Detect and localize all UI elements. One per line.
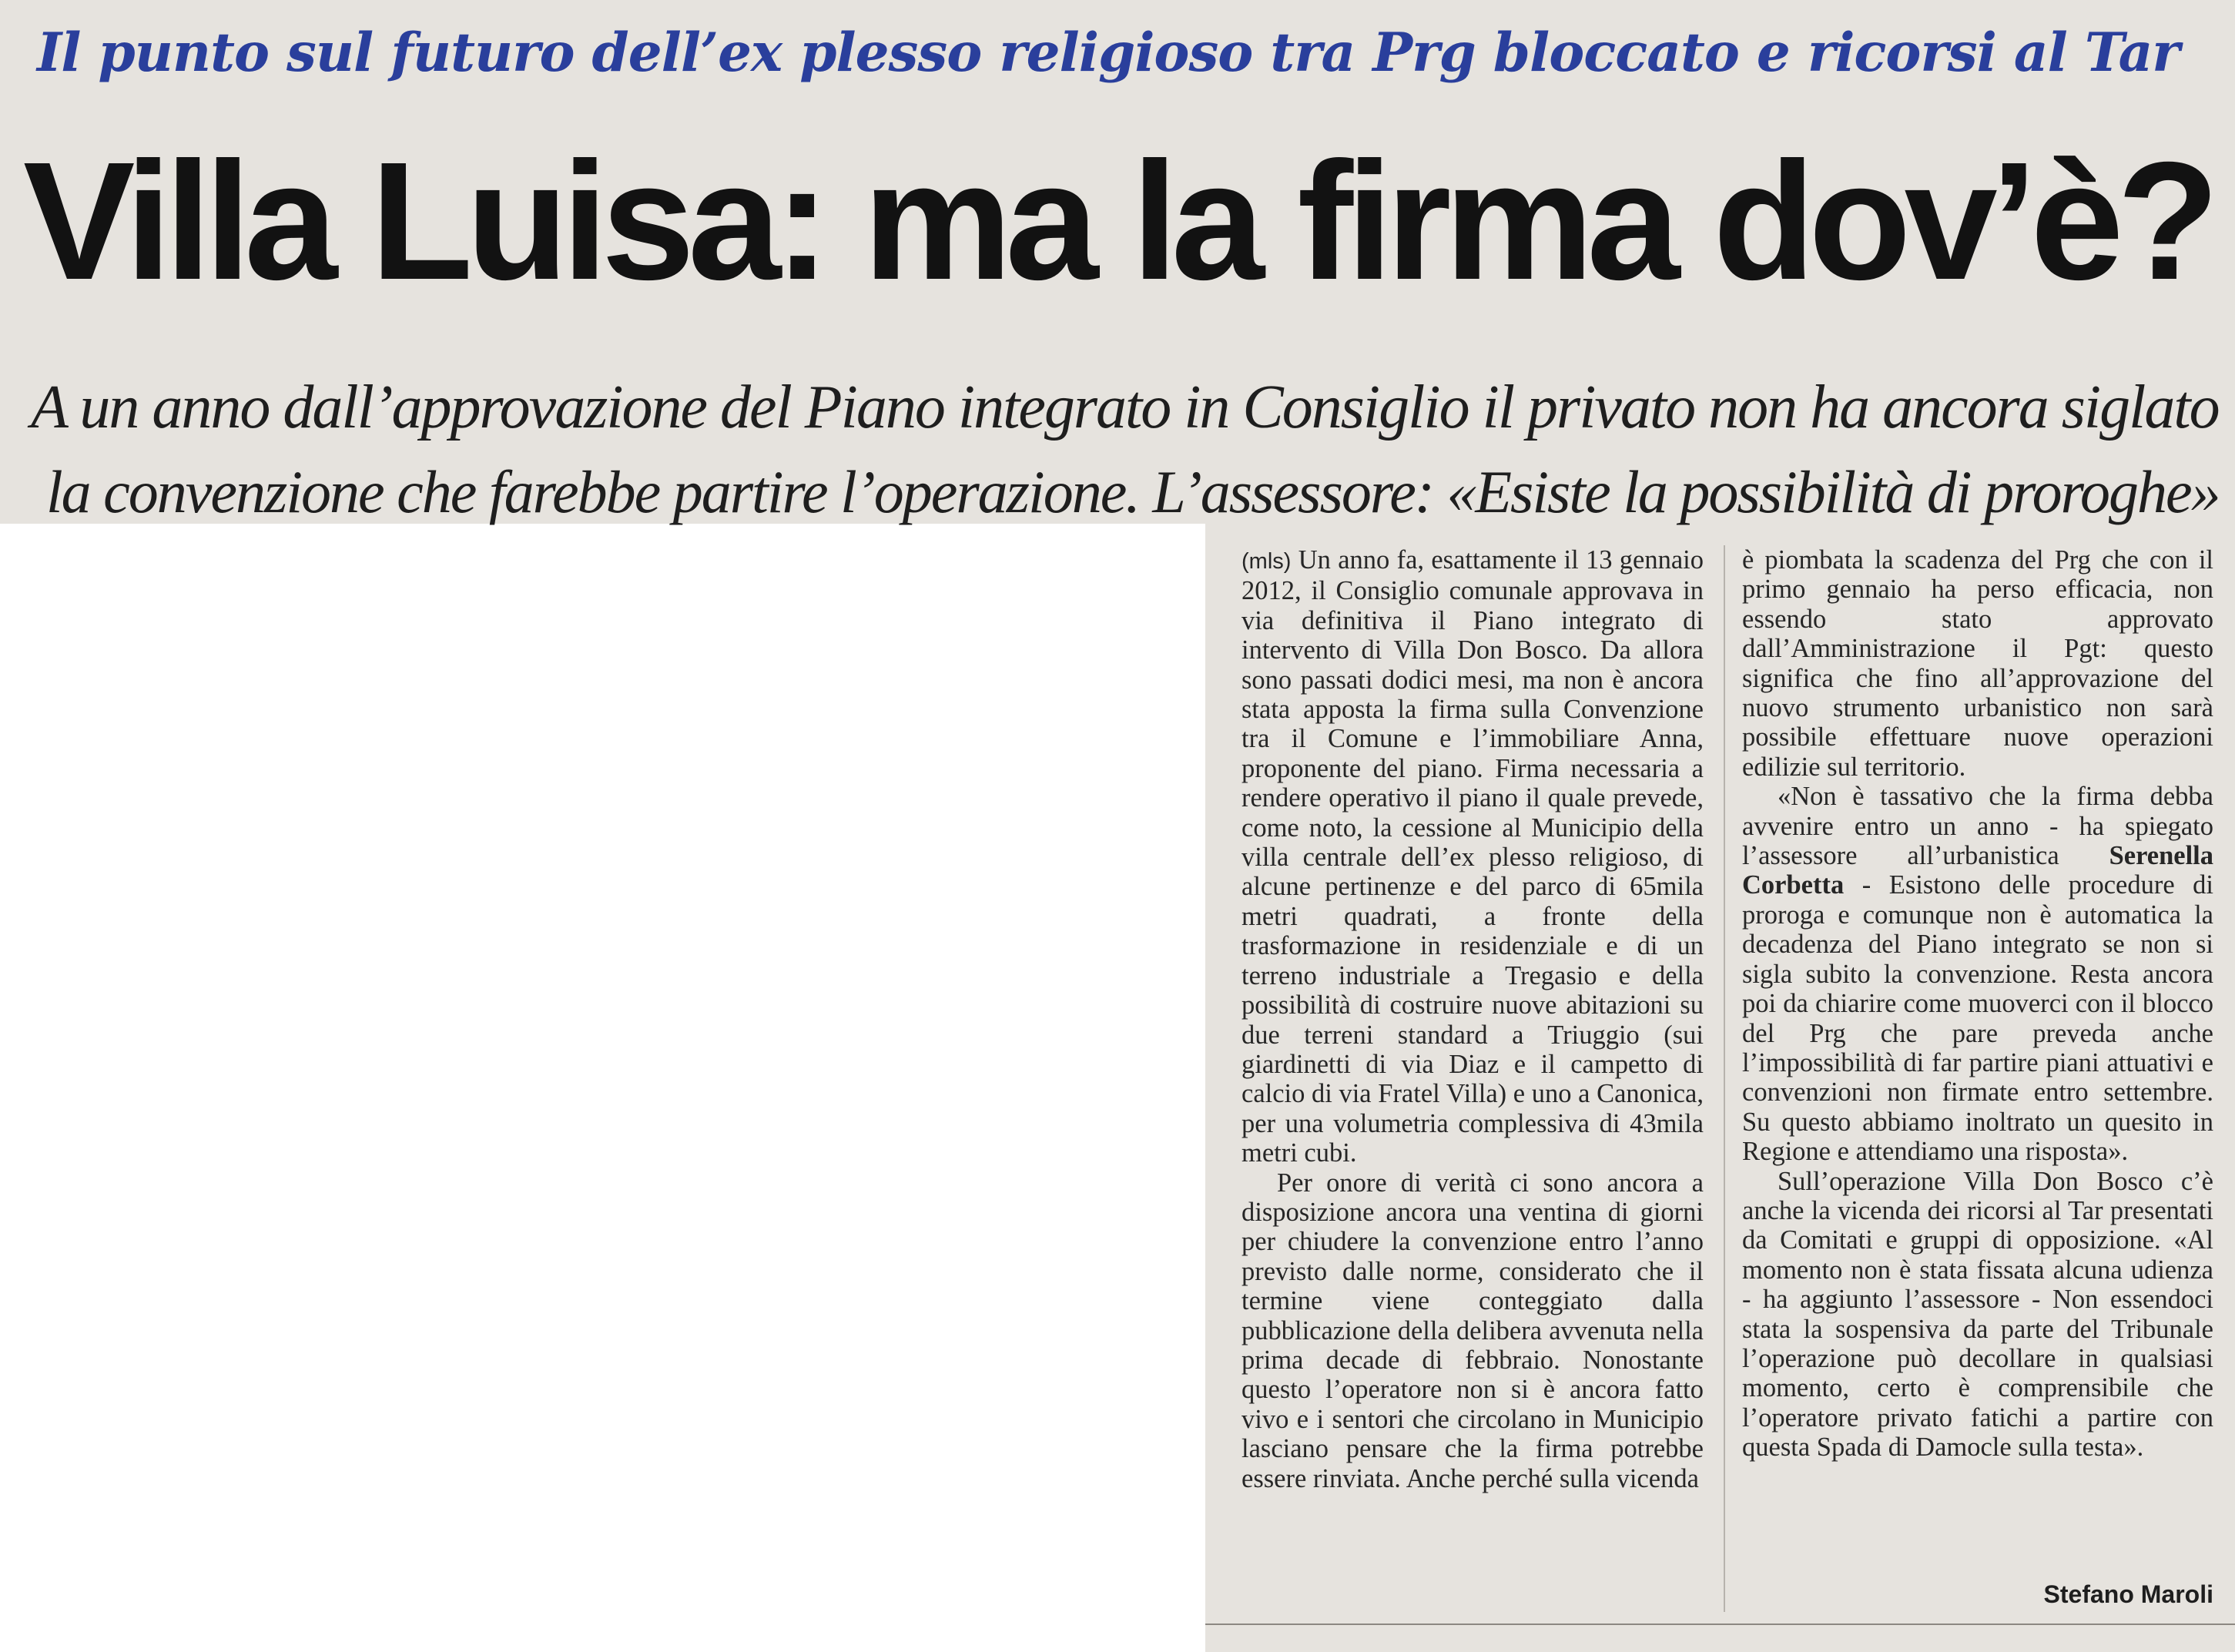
body-paragraph-4 [1742, 782, 2213, 1166]
body-paragraph-3: è piombata la scadenza del Prg che con il primo gennaio ha perso efficacia, non essendo stato approvato dall’Amministrazione il Pgt: questo significa che fino all’approvazione del nuovo strumento urbanistico non sarà possibile effettuare nuove operazioni edilizie sul territorio. [1742, 545, 2213, 782]
article-headline: Villa Luisa: ma la firma dov’è? [23, 128, 2213, 315]
body-paragraph-2: Per onore di verità ci sono ancora a disposizione ancora una ventina di giorni per chiudere la convenzione entro l’anno previsto dalle norme, considerato che il termine viene conteggiato dalla pubblicazione della delibera avvenuta nella prima decade di febbraio. Nonostante questo l’operatore non si è ancora fatto vivo e i sentori che circolano in Municipio lasciano pensare che la firma potrebbe essere rinviata. Anche perché sulla vicenda [1241, 1168, 1704, 1493]
body-paragraph-5: Sull’operazione Villa Don Bosco c’è anche la vicenda dei ricorsi al Tar presentati da Comitati e gruppi di opposizione. «Al momento non è stata fissata alcuna udienza - ha aggiunto l’assessore - Non essendoci stata la sospensiva da parte del Tribunale l’operazione può decollare in qualsiasi momento, certo è comprensibile che l’operatore privato fatichi a partire con questa Spada di Damocle sulla testa». [1742, 1166, 2213, 1463]
body-paragraph-1-text: Un anno fa, esattamente il 13 gennaio 2012, il Consiglio comunale approvava in via definitiva il Piano integrato di intervento di Villa Don Bosco. Da allora sono passati dodici mesi, ma non è ancora stata apposta la firma sulla Convenzione tra il Comune e l’immobiliare Anna, proponente del piano. Firma necessaria a rendere operativo il piano il quale prevede, come noto, la cessione al Municipio della villa centrale dell’ex plesso religioso, di alcune pertinenze e del parco di 65mila metri quadrati, a fronte della trasformazione in residenziale e di un terreno industriale a Tregasio e della possibilità di costruire nuove abitazioni su due terreni standard a Triuggio (sui giardinetti di via Diaz e il campetto di calcio di via Fratel Villa) e uno a Canonica, per una volumetria complessiva di 43mila metri cubi. [1241, 545, 1704, 1168]
body-paragraph-1 [1241, 545, 1704, 1168]
bottom-rule [1205, 1624, 2235, 1625]
article-column-1 [1241, 545, 1704, 1493]
article-byline: Stefano Maroli [2043, 1580, 2213, 1608]
quote-intro: «Non è tassativo che la firma debba avvenire entro un anno - ha spiegato l’assessore all’urbanistica [1742, 782, 2213, 871]
article-kicker: Il punto sul futuro dell’ex plesso religioso tra Prg bloccato e ricorsi al Tar [37, 22, 2180, 84]
column-divider [1724, 545, 1725, 1612]
article-deck-line-1: A un anno dall’approvazione del Piano integrato in Consiglio il privato non ha ancora siglato [31, 373, 2219, 441]
assessor-name: Serenella Corbetta [1742, 841, 2213, 900]
author-tag: (mls) [1241, 549, 1292, 574]
article-column-2 [1742, 545, 2213, 1463]
article-deck-line-2: la convenzione che farebbe partire l’operazione. L’assessore: «Esiste la possibilità di proroghe» [46, 458, 2220, 525]
quote-text: - Esistono delle procedure di proroga e comunque non è automatica la decadenza del Piano integrato se non si sigla subito la convenzione. Resta ancora poi da chiarire come muoverci con il blocco del Prg che pare preveda anche l’impossibilità di far partire piani attuativi e convenzioni non firmate entro settembre. Su questo abbiamo inoltrato un quesito in Regione e attendiamo una risposta». [1742, 870, 2213, 1167]
